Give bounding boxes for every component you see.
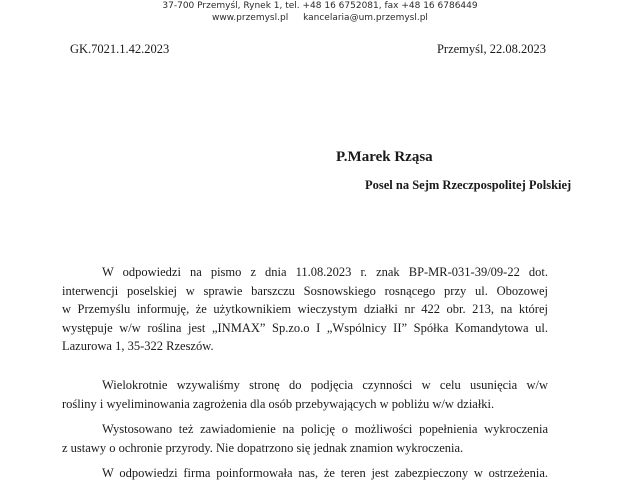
letterhead-address: 37-700 Przemyśl, Rynek 1, tel. +48 16 6752081, fax +48 16 6786449 — [162, 1, 478, 11]
paragraph-line: interwencji poselskiej w sprawie barszczu Sosnowskiego rosnącego przy ul. Obozowej — [62, 283, 548, 298]
paragraph-line: W odpowiedzi firma poinformowała nas, że teren jest zabezpieczony w ostrzeżenia. — [102, 466, 548, 480]
paragraph-line: Wielokrotnie wzywaliśmy stronę do podjęcia czynności w celu usunięcia w/w — [102, 378, 548, 392]
recipient-title: Posel na Sejm Rzeczpospolitej Polskiej — [365, 178, 572, 192]
paragraph-line: Wystosowano też zawiadomienie na policję o możliwości popełnienia wykroczenia — [102, 422, 548, 436]
paragraph-line: W odpowiedzi na pismo z dnia 11.08.2023 r. znak BP-MR-031-39/09-22 dot. — [102, 265, 548, 279]
place-and-date: Przemyśl, 22.08.2023 — [436, 42, 546, 56]
paragraph-2 — [62, 376, 548, 413]
recipient-name: P.Marek Rząsa — [336, 149, 433, 165]
paragraph-line: rośliny i wyeliminowania zagrożenia dla osób przebywających w pobliżu w/w działki. — [62, 396, 495, 411]
paragraph-line: w Przemyślu informuję, że użytkownikiem wieczystym działki nr 422 obr. 213, na której — [62, 302, 548, 316]
letterhead-email: kancelaria@um.przemysl.pl — [303, 13, 428, 23]
letterhead-contact — [0, 13, 640, 23]
paragraph-1 — [62, 263, 548, 356]
paragraph-line: występuje w/w roślina jest „INMAX” Sp.zo.o I „Wspólnicy II” Spółka Komandytowa ul. — [62, 320, 548, 335]
paragraph-line: Lazurowa 1, 35-322 Rzeszów. — [62, 339, 214, 353]
paragraph-line: z ustawy o ochronie przyrody. Nie dopatrzono się jednak znamion wykroczenia. — [62, 440, 464, 455]
reference-number: GK.7021.1.42.2023 — [70, 42, 170, 56]
paragraph-3 — [62, 420, 548, 457]
letterhead-website: www.przemysl.pl — [212, 13, 289, 23]
